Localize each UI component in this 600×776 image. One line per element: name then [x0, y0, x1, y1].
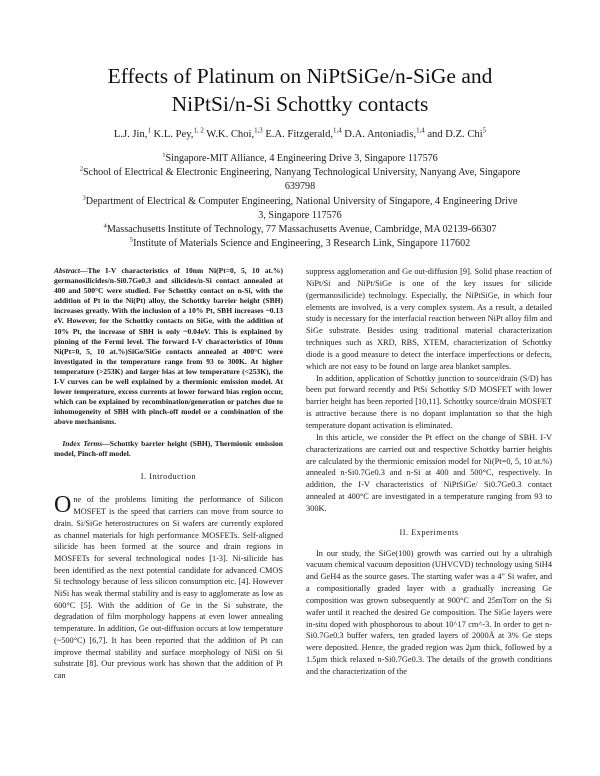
- author-affiliation-mark: 1,4: [333, 127, 342, 135]
- title-line-1: Effects of Platinum on NiPtSiGe/n-SiGe and: [107, 64, 493, 88]
- body-paragraph-3: In this article, we consider the Pt effect on the change of SBH. I-V characterizations are carried out and respective Schottky barrier heights are calculated by the thermionic emission model for Ni(Pt=0, 5, 10 at.%) annealed n-Si0.7Ge0.3 and n-Si at 400 and 500°C, respectively. In addition, the I-V characteristics of NiPtSiGe/ Si0.7Ge0.3 contact annealed at 400°C are investigated in a temperature ranging from 93 to 300K.: [306, 432, 552, 513]
- affiliation-item: [78, 195, 522, 223]
- affiliation-mark: 4: [103, 222, 107, 230]
- author-affiliation-mark: 1,4: [416, 127, 425, 135]
- affiliation-list: [78, 152, 522, 251]
- author-name: and D.Z. Chi: [424, 129, 483, 140]
- author-name: D.A. Antoniadis,: [341, 129, 417, 140]
- affiliation-text: Institute of Materials Science and Engineering, 3 Research Link, Singapore 117602: [133, 238, 471, 250]
- section-heading-introduction: I. Introduction: [140, 471, 197, 481]
- affiliation-text: School of Electrical & Electronic Engineering, Nanyang Technological University, Nanyang Ave, Singapore 639798: [83, 167, 521, 193]
- index-terms: [54, 439, 283, 459]
- author-affiliation-mark: 1,3: [254, 127, 263, 135]
- right-column: [306, 266, 552, 678]
- author-list: [40, 128, 560, 142]
- affiliation-text: Department of Electrical & Computer Engineering, National University of Singapore, 4 Engineering Drive 3, Singapore 117576: [85, 195, 518, 221]
- affiliation-item: [78, 223, 522, 237]
- affiliation-mark: 1: [162, 151, 166, 159]
- affiliation-mark: 2: [79, 165, 84, 173]
- body-paragraph-1: suppress agglomeration and Ge out-diffusion [9]. Solid phase reaction of NiPt/Si and NiPt/SiGe is one of the key issues for silicide (germanosilicide) technology. Especially, the NiPtSiGe, in which four elements are involved, is a very complex system. As a result, a detailed study is necessary for the interfacial reaction between NiPt alloy film and SiGe substrate. Besides using traditional material characterization techniques such as XRD, RBS, XTEM, characterization of Schottky diode is a good measure to detect the interface imperfections or defects, which are not easy to be found on large area blanket samples.: [306, 267, 552, 371]
- affiliation-item: [78, 152, 522, 166]
- affiliation-mark: 5: [129, 236, 134, 244]
- section-heading-experiments: II. Experiments: [399, 527, 459, 537]
- affiliation-text: Massachusetts Institute of Technology, 77 Massachusetts Avenue, Cambridge, MA 02139-66307: [106, 224, 497, 236]
- author-affiliation-mark: 1: [147, 127, 151, 135]
- index-terms-text: —Schottky barrier height (SBH), Thermionic emission model, Pinch-off model.: [54, 438, 283, 458]
- author-name: W.K. Choi,: [203, 129, 255, 140]
- body-paragraph-2: In addition, application of Schottky junction to source/drain (S/D) has been put forward recently and PtSi Schottky S/D MOSFET with lower barrier height has been reported [10,11]. Schottky source/drain MOSFET is attractive because there is no dopant implantation so that the high temperature dopant activation is eliminated.: [306, 373, 552, 430]
- author-name: E.A. Fitzgerald,: [262, 129, 334, 140]
- left-column: [54, 266, 283, 682]
- introduction-text: ne of the problems limiting the performance of Silicon MOSFET is the speed that carriers can move from source to drain. Si/SiGe heterostructures on Si wafers are currently explored as channel materials for high performance MOSFETs. Self-aligned silicide has been formed at the source and drain regions in MOSFETs for several technological nodes [1-3]. Ni-silicide has been identified as the next potential candidate for advanced CMOS Si technology because of less silicon consumption etc. [4]. However NiSi has weak thermal stability and is easy to agglomerate as low as 600°C [5]. With the addition of Ge in the Si substrate, the degradation of film morphology happens at even lower annealing temperature. In addition, Ge out-diffusion occurs at low temperature (~500°C) [6,7]. It has been reported that the addition of Pt can improve thermal stability and surface morphology of NiSi on Si substrate [8]. Our previous work has shown that the addition of Pt can: [54, 495, 283, 680]
- body-paragraph-4: In our study, the SiGe(100) growth was carried out by a ultrahigh vacuum chemical vacuum deposition (UHVCVD) technology using SiH4 and GeH4 as the source gases. The starting wafer was a 4" Si wafer, and a compositionally graded layer with a gradually increasing Ge composition was grown subsequently at 900°C and 25mTorr on the Si wafer until it reached the desired Ge composition. The SiGe layers were in-situ doped with phosphorous to about 10^17 cm^-3. In order to get n-Si0.7Ge0.3 buffer wafers, ten graded layers of 2000Å at 3% Ge steps were deposited. Hence, the graded region was 2μm thick, followed by a 1.5μm thick relaxed n-Si0.7Ge0.3. The details of the growth conditions and the characterization of the: [306, 548, 552, 676]
- affiliation-text: Singapore-MIT Alliance, 4 Engineering Drive 3, Singapore 117576: [165, 153, 438, 164]
- abstract-label: Abstract: [54, 266, 80, 275]
- index-terms-label: Index Terms: [62, 438, 103, 448]
- introduction-paragraph: [54, 494, 283, 681]
- affiliation-item: [78, 237, 522, 251]
- paper-title: [40, 62, 560, 118]
- abstract-text: —The I-V characteristics of 10nm Ni(Pt=0, 5, 10 at.%) germanosilicides/n-Si0.7Ge0.3 and silicides/n-Si contact annealed at 400 and 500°C were studied. For Schottky contact on n-Si, with the addition of Pt in the Ni(Pt) alloy, the Schottky barrier height (SBH) increases greatly. With the inclusion of a 10% Pt, SBH increases ~0.13 eV. However, for the Schottky contacts on SiGe, with the addition of 10% Pt, the increase of SBH is only ~0.04eV. This is explained by pinning of the Fermi level. The forward I-V characteristics of 10nm Ni(Pt=0, 5, 10 at.%)SiGe/SiGe contacts annealed at 400°C were investigated in the temperature range from 93 to 300K. At higher temperature (>253K) and larger bias at low temperature (<253K), the I-V curves can be well explained by a thermionic emission model. At lower temperature, excess currents at lower forward bias region occur, which can be explained by recombination/generation or patches due to inhomogeneity of SBH with pinch-off model or a combination of the above mechanisms.: [54, 266, 283, 427]
- author-name: L.J. Jin,: [113, 129, 148, 140]
- author-name: K.L. Pey,: [150, 129, 194, 140]
- affiliation-item: [78, 166, 522, 194]
- author-affiliation-mark: 5: [482, 127, 487, 135]
- title-line-2: NiPtSi/n-Si Schottky contacts: [171, 92, 429, 116]
- abstract: [54, 266, 283, 428]
- drop-cap: O: [54, 492, 72, 519]
- affiliation-mark: 3: [82, 194, 86, 202]
- author-affiliation-mark: 1, 2: [193, 127, 204, 135]
